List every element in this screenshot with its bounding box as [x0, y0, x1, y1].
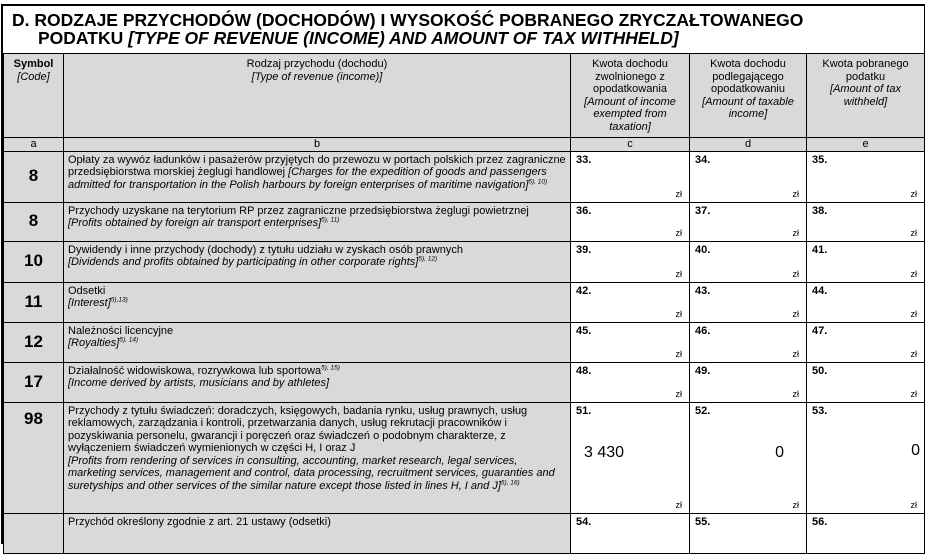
- currency-label: zł: [910, 309, 917, 319]
- currency-label: zł: [675, 389, 682, 399]
- row-desc-pl: Należności licencyjne: [68, 324, 174, 337]
- field-35-tax[interactable]: [807, 151, 925, 202]
- row-description: [64, 202, 571, 241]
- header-type: [64, 54, 571, 138]
- row-footnote: 5), 10): [528, 177, 548, 185]
- field-54-exempt[interactable]: [571, 513, 690, 553]
- revenue-table: [3, 53, 925, 554]
- field-34-taxable[interactable]: [690, 151, 807, 202]
- currency-label: zł: [792, 349, 799, 359]
- field-number: 55.: [695, 515, 711, 528]
- field-number: 39.: [576, 243, 592, 256]
- field-40-taxable[interactable]: [690, 241, 807, 282]
- header-taxable: [690, 54, 807, 138]
- section-title: [12, 11, 892, 47]
- row-code: [4, 513, 64, 553]
- field-45-exempt[interactable]: [571, 322, 690, 362]
- row-desc-en: [Dividends and profits obtained by participating in other corporate rights]: [68, 256, 419, 268]
- col-letter-b: b: [64, 138, 571, 152]
- section-title-en: [TYPE OF REVENUE (INCOME) AND AMOUNT OF TAX WITHHELD]: [128, 28, 679, 48]
- col-letter-d: d: [690, 138, 807, 152]
- row-code: 8: [4, 202, 64, 241]
- currency-label: zł: [675, 349, 682, 359]
- field-number: 52.: [695, 404, 711, 417]
- field-39-exempt[interactable]: [571, 241, 690, 282]
- row-desc-pl: Odsetki: [68, 284, 106, 297]
- currency-label: zł: [792, 389, 799, 399]
- header-taxable-en: [Amount of taxable income]: [702, 95, 794, 120]
- row-description: [64, 282, 571, 322]
- field-56-tax[interactable]: [807, 513, 925, 553]
- row-description: [64, 151, 571, 202]
- field-value: 3 430: [584, 443, 625, 461]
- header-exempt-en: [Amount of income exempted from taxation]: [584, 95, 676, 133]
- field-37-taxable[interactable]: [690, 202, 807, 241]
- field-number: 35.: [812, 153, 828, 166]
- row-description: [64, 513, 571, 553]
- field-number: 34.: [695, 153, 711, 166]
- currency-label: zł: [910, 269, 917, 279]
- header-symbol: [4, 54, 64, 138]
- currency-label: zł: [675, 309, 682, 319]
- field-47-tax[interactable]: [807, 322, 925, 362]
- currency-label: zł: [675, 228, 682, 238]
- row-footnote: 5),13): [110, 296, 128, 304]
- table-row: [4, 151, 925, 202]
- field-number: 49.: [695, 364, 711, 377]
- field-49-taxable[interactable]: [690, 362, 807, 402]
- field-44-tax[interactable]: [807, 282, 925, 322]
- field-number: 33.: [576, 153, 592, 166]
- field-46-taxable[interactable]: [690, 322, 807, 362]
- currency-label: zł: [675, 189, 682, 199]
- currency-label: zł: [910, 500, 917, 510]
- header-symbol-pl: Symbol: [13, 58, 54, 70]
- field-33-exempt[interactable]: [571, 151, 690, 202]
- row-description: [64, 362, 571, 402]
- currency-label: zł: [792, 189, 799, 199]
- table-row: [4, 513, 925, 553]
- column-letters-row: [4, 138, 925, 152]
- row-code: 10: [4, 241, 64, 282]
- row-code: 8: [4, 151, 64, 202]
- header-exempt: [571, 54, 690, 138]
- table-row: [4, 202, 925, 241]
- field-53-tax[interactable]: [807, 402, 925, 513]
- field-number: 43.: [695, 284, 711, 297]
- row-desc-en: [Profits from rendering of services in consulting, accounting, market research, legal services, marketing services, management and control, data processing, recruitment services, guaranties and suretyships and other services of the similar nature except those listed in lines H, I and J]: [68, 454, 555, 492]
- currency-label: zł: [792, 269, 799, 279]
- header-tax-en: [Amount of tax withheld]: [830, 83, 901, 108]
- col-letter-e: e: [807, 138, 925, 152]
- row-code: 98: [4, 402, 64, 513]
- field-number: 41.: [812, 243, 828, 256]
- field-number: 47.: [812, 324, 828, 337]
- table-row: [4, 402, 925, 513]
- row-footnote: 5), 14): [119, 336, 139, 344]
- field-number: 36.: [576, 204, 592, 217]
- header-tax: [807, 54, 925, 138]
- row-desc-pl: Działalność widowiskowa, rozrywkowa lub sportowa: [68, 364, 322, 377]
- row-desc-pl: Przychód określony zgodnie z art. 21 ustawy (odsetki): [68, 515, 331, 528]
- header-type-pl: Rodzaj przychodu (dochodu): [246, 58, 388, 70]
- field-number: 37.: [695, 204, 711, 217]
- field-50-tax[interactable]: [807, 362, 925, 402]
- row-desc-pl: Opłaty za wywóz ładunków i pasażerów przyjętych do przewozu w portach polskich przez zagraniczne przedsiębiorstwa morskiej żeglugi handlowej: [68, 153, 566, 178]
- field-41-tax[interactable]: [807, 241, 925, 282]
- header-tax-pl: Kwota pobranego podatku: [822, 58, 909, 83]
- table-row: [4, 362, 925, 402]
- field-55-taxable[interactable]: [690, 513, 807, 553]
- row-footnote: 5), 11): [321, 216, 340, 224]
- field-number: 48.: [576, 364, 592, 377]
- col-letter-a: a: [4, 138, 64, 152]
- currency-label: zł: [792, 309, 799, 319]
- currency-label: zł: [792, 228, 799, 238]
- row-desc-en: [Charges for the expedition of goods and passengers admitted for transportation in the Polish harbours by foreign enterprises of maritime navigation]: [68, 166, 547, 191]
- header-symbol-en: [Code]: [17, 70, 50, 83]
- field-number: 42.: [576, 284, 592, 297]
- field-number: 53.: [812, 404, 828, 417]
- row-description: [64, 241, 571, 282]
- table-row: [4, 282, 925, 322]
- field-36-exempt[interactable]: [571, 202, 690, 241]
- field-number: 44.: [812, 284, 828, 297]
- currency-label: zł: [675, 269, 682, 279]
- field-43-taxable[interactable]: [690, 282, 807, 322]
- field-number: 38.: [812, 204, 828, 217]
- currency-label: zł: [910, 389, 917, 399]
- section-d-form: [1, 4, 925, 544]
- field-value: 0: [775, 443, 784, 461]
- field-48-exempt[interactable]: [571, 362, 690, 402]
- field-38-tax[interactable]: [807, 202, 925, 241]
- field-51-exempt[interactable]: [571, 402, 690, 513]
- row-footnote: 5), 12): [418, 255, 438, 263]
- row-description: [64, 402, 571, 513]
- col-letter-c: c: [571, 138, 690, 152]
- header-row: [4, 54, 925, 138]
- row-desc-en: [Interest]: [68, 297, 111, 309]
- row-code: 12: [4, 322, 64, 362]
- field-number: 51.: [576, 404, 592, 417]
- row-footnote: 5), 16): [500, 478, 520, 486]
- field-42-exempt[interactable]: [571, 282, 690, 322]
- table-row: [4, 241, 925, 282]
- row-desc-en: [Profits obtained by foreign air transport enterprises]: [68, 217, 322, 229]
- currency-label: zł: [675, 500, 682, 510]
- field-number: 54.: [576, 515, 592, 528]
- field-number: 40.: [695, 243, 711, 256]
- table-row: [4, 322, 925, 362]
- currency-label: zł: [792, 500, 799, 510]
- header-exempt-pl: Kwota dochodu zwolnionego z opodatkowania: [592, 58, 668, 95]
- field-value: 0: [911, 441, 920, 459]
- section-title-pl: D. RODZAJE PRZYCHODÓW (DOCHODÓW) I WYSOKOŚĆ POBRANEGO ZRYCZAŁTOWANEGO: [12, 10, 804, 30]
- row-description: [64, 322, 571, 362]
- row-desc-pl: Dywidendy i inne przychody (dochody) z tytułu udziału w zyskach osób prawnych: [68, 243, 463, 256]
- row-desc-en: [Income derived by artists, musicians and by athletes]: [68, 377, 330, 389]
- currency-label: zł: [910, 189, 917, 199]
- field-52-taxable[interactable]: [690, 402, 807, 513]
- field-number: 45.: [576, 324, 592, 337]
- field-number: 46.: [695, 324, 711, 337]
- header-type-en: [Type of revenue (income)]: [251, 70, 383, 83]
- field-number: 56.: [812, 515, 828, 528]
- header-taxable-pl: Kwota dochodu podlegającego opodatkowaniu: [710, 58, 786, 95]
- field-number: 50.: [812, 364, 828, 377]
- currency-label: zł: [910, 228, 917, 238]
- currency-label: zł: [910, 349, 917, 359]
- row-code: 11: [4, 282, 64, 322]
- row-desc-pl: Przychody z tytułu świadczeń: doradczych, księgowych, badania rynku, usług prawnych, usług reklamowych, zarządzania i kontroli, przetwarzania danych, usług rekrutacji pracowników i pozyskiwania personelu, gwarancji i poręczeń oraz świadczeń o podobnym charakterze, z wyłączeniem świadczeń wymienionych w części H, I oraz J: [68, 404, 528, 454]
- section-title-pl-2: PODATKU: [38, 28, 124, 48]
- row-footnote: 5), 15): [321, 363, 340, 371]
- row-desc-en: [Royalties]: [68, 337, 120, 349]
- row-code: 17: [4, 362, 64, 402]
- row-desc-pl: Przychody uzyskane na terytorium RP przez zagraniczne przedsiębiorstwa żeglugi powietrznej: [68, 204, 529, 217]
